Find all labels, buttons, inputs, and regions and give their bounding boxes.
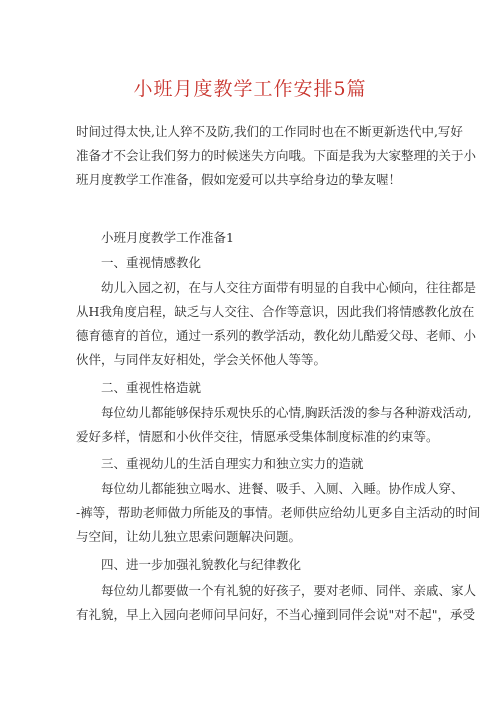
paragraph-line: 与空间，让幼儿独立思索问题解决问题。 xyxy=(76,529,302,544)
document-title: 小班月度教学工作安排5篇 xyxy=(133,78,367,100)
paragraph-line: 每位幼儿都能够保持乐观快乐的心情,胸跃活泼的参与各种游戏活动, xyxy=(101,405,472,420)
section-title: 小班月度教学工作准备1 xyxy=(101,230,234,245)
paragraph-emotion-education xyxy=(76,276,477,372)
paragraph-character-building xyxy=(76,401,472,449)
paragraph-line: -裤等，帮助老师做力所能及的事情。老师供应给幼儿更多自主活动的时间 xyxy=(76,505,481,520)
paragraph-line: 每位幼儿都能独立喝水、进餐、吸手、入厕、入睡。协作成人穿、 xyxy=(101,481,464,496)
paragraph-line: 爱好多样，情愿和小伙伴交往，情愿承受集体制度标准的约束等。 xyxy=(76,429,439,444)
paragraph-line: 每位幼儿都要做一个有礼貌的好孩子，要对老师、同伴、亲戚、家人 xyxy=(101,583,477,598)
paragraph-line: 德育德育的首位，通过一系列的教学活动，教化幼儿酷爱父母、老师、小 xyxy=(76,328,477,343)
intro-line: 班月度教学工作准备，假如宠爱可以共享给身边的挚友喔！ xyxy=(76,172,402,187)
paragraph-self-care-ability xyxy=(76,477,481,549)
heading-self-care-ability: 三、重视幼儿的生活自理实力和独立实力的造就 xyxy=(101,456,364,471)
heading-character-building: 二、重视性格造就 xyxy=(101,380,202,395)
intro-line: 时间过得太快,让人猝不及防,我们的工作同时也在不断更新迭代中,写好 xyxy=(76,124,463,139)
paragraph-line: 有礼貌，早上入园向老师问早问好，不当心撞到同伴会说"对不起"，承受 xyxy=(76,607,476,622)
heading-manners-discipline: 四、进一步加强礼貌教化与纪律教化 xyxy=(101,557,302,572)
intro-line: 准备才不会让我们努力的时候迷失方向哦。下面是我为大家整理的关于小 xyxy=(76,148,477,163)
paragraph-line: 从H我角度启程，缺乏与人交往、合作等意识，因此我们将情感教化放在 xyxy=(76,304,475,319)
intro-paragraph xyxy=(76,120,477,192)
paragraph-manners-discipline xyxy=(76,579,477,627)
paragraph-line: 幼儿入园之初，在与人交往方面带有明显的自我中心倾向，往往都是 xyxy=(101,280,477,295)
paragraph-line: 伙伴，与同伴友好相处，学会关怀他人等等。 xyxy=(76,352,327,367)
heading-emotion-education: 一、重视情感教化 xyxy=(101,255,202,270)
